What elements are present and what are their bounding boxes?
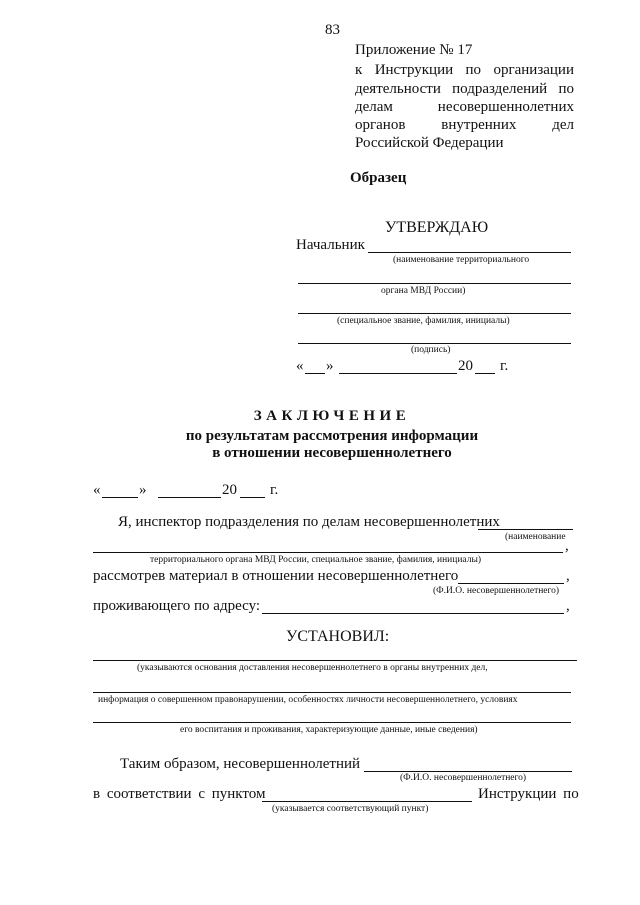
- month-line[interactable]: [158, 497, 221, 498]
- hint-info: информация о совершенном правонарушении, особенностях личности несовершеннолетнего, условиях: [98, 695, 518, 705]
- year-line[interactable]: [240, 497, 265, 498]
- thus-minor-line[interactable]: [364, 771, 572, 772]
- inspector-unit-line[interactable]: [478, 529, 573, 530]
- inspector-text: Я, инспектор подразделения по делам несовершеннолетних: [118, 514, 500, 530]
- date-close-quote: »: [139, 482, 147, 498]
- appendix-line-4: органов внутренних дел: [355, 117, 574, 133]
- grounds-line[interactable]: [93, 660, 577, 661]
- hint-signature: (подпись): [411, 345, 451, 355]
- approval-month-line[interactable]: [339, 373, 457, 374]
- territorial-organ-line[interactable]: [93, 552, 563, 553]
- head-label: Начальник: [296, 237, 365, 253]
- point-line[interactable]: [262, 801, 472, 802]
- residing-comma: ,: [566, 598, 570, 614]
- hint-unit-name: (наименование: [505, 532, 566, 542]
- territorial-comma: ,: [565, 538, 569, 554]
- appendix-line-3: делам несовершеннолетних: [355, 99, 574, 115]
- considered-comma: ,: [566, 568, 570, 584]
- hint-territorial-name: (наименование территориального: [393, 255, 530, 265]
- minor-name-line[interactable]: [458, 583, 564, 584]
- rank-line[interactable]: [298, 313, 571, 314]
- page-number: 83: [325, 22, 340, 38]
- signature-line[interactable]: [298, 343, 571, 344]
- address-line[interactable]: [262, 613, 564, 614]
- approval-year-prefix: 20: [458, 358, 473, 374]
- appendix-line-5: Российской Федерации: [355, 135, 504, 151]
- date-open-quote: «: [93, 482, 101, 498]
- sample-label: Образец: [350, 170, 407, 186]
- appendix-line-1: к Инструкции по организации: [355, 62, 574, 78]
- hint-grounds: (указываются основания доставления несовершеннолетнего в органы внутренних дел,: [137, 663, 488, 673]
- upbringing-line[interactable]: [93, 722, 571, 723]
- approval-year-line[interactable]: [475, 373, 495, 374]
- thus-text: Таким образом, несовершеннолетний: [120, 756, 361, 772]
- organ-line[interactable]: [298, 283, 571, 284]
- info-line[interactable]: [93, 692, 571, 693]
- hint-minor-fio: (Ф.И.О. несовершеннолетнего): [433, 586, 560, 596]
- approval-year-suffix: г.: [500, 358, 509, 374]
- document-subtitle-1: по результатам рассмотрения информации: [185, 428, 479, 444]
- hint-organ: органа МВД России): [381, 286, 466, 296]
- appendix-line-2: деятельности подразделений по: [355, 81, 574, 97]
- day-line[interactable]: [102, 497, 138, 498]
- hint-upbringing: его воспитания и проживания, характеризующие данные, иные сведения): [180, 725, 478, 735]
- year-prefix: 20: [222, 482, 237, 498]
- residing-text: проживающего по адресу:: [93, 598, 261, 614]
- document-title: ЗАКЛЮЧЕНИЕ: [253, 408, 411, 424]
- head-name-line[interactable]: [368, 252, 571, 253]
- hint-territorial-organ: территориального органа МВД России, специальное звание, фамилия, инициалы): [150, 555, 481, 565]
- accordance-text: в соответствии с пунктом: [93, 786, 266, 802]
- hint-point: (указывается соответствующий пункт): [272, 804, 429, 814]
- hint-rank: (специальное звание, фамилия, инициалы): [337, 316, 510, 326]
- hint-minor-fio-2: (Ф.И.О. несовершеннолетнего): [400, 773, 527, 783]
- approval-date-open-quote: «: [296, 358, 304, 374]
- considered-text: рассмотрев материал в отношении несовершеннолетнего: [93, 568, 459, 584]
- approval-title: УТВЕРЖДАЮ: [385, 219, 489, 236]
- established-heading: УСТАНОВИЛ:: [286, 628, 390, 645]
- instruction-text: Инструкции по: [478, 786, 579, 802]
- document-subtitle-2: в отношении несовершеннолетнего: [212, 445, 452, 461]
- year-suffix: г.: [270, 482, 279, 498]
- approval-day-line[interactable]: [305, 373, 325, 374]
- approval-date-close-quote: »: [326, 358, 334, 374]
- appendix-title: Приложение № 17: [355, 42, 473, 58]
